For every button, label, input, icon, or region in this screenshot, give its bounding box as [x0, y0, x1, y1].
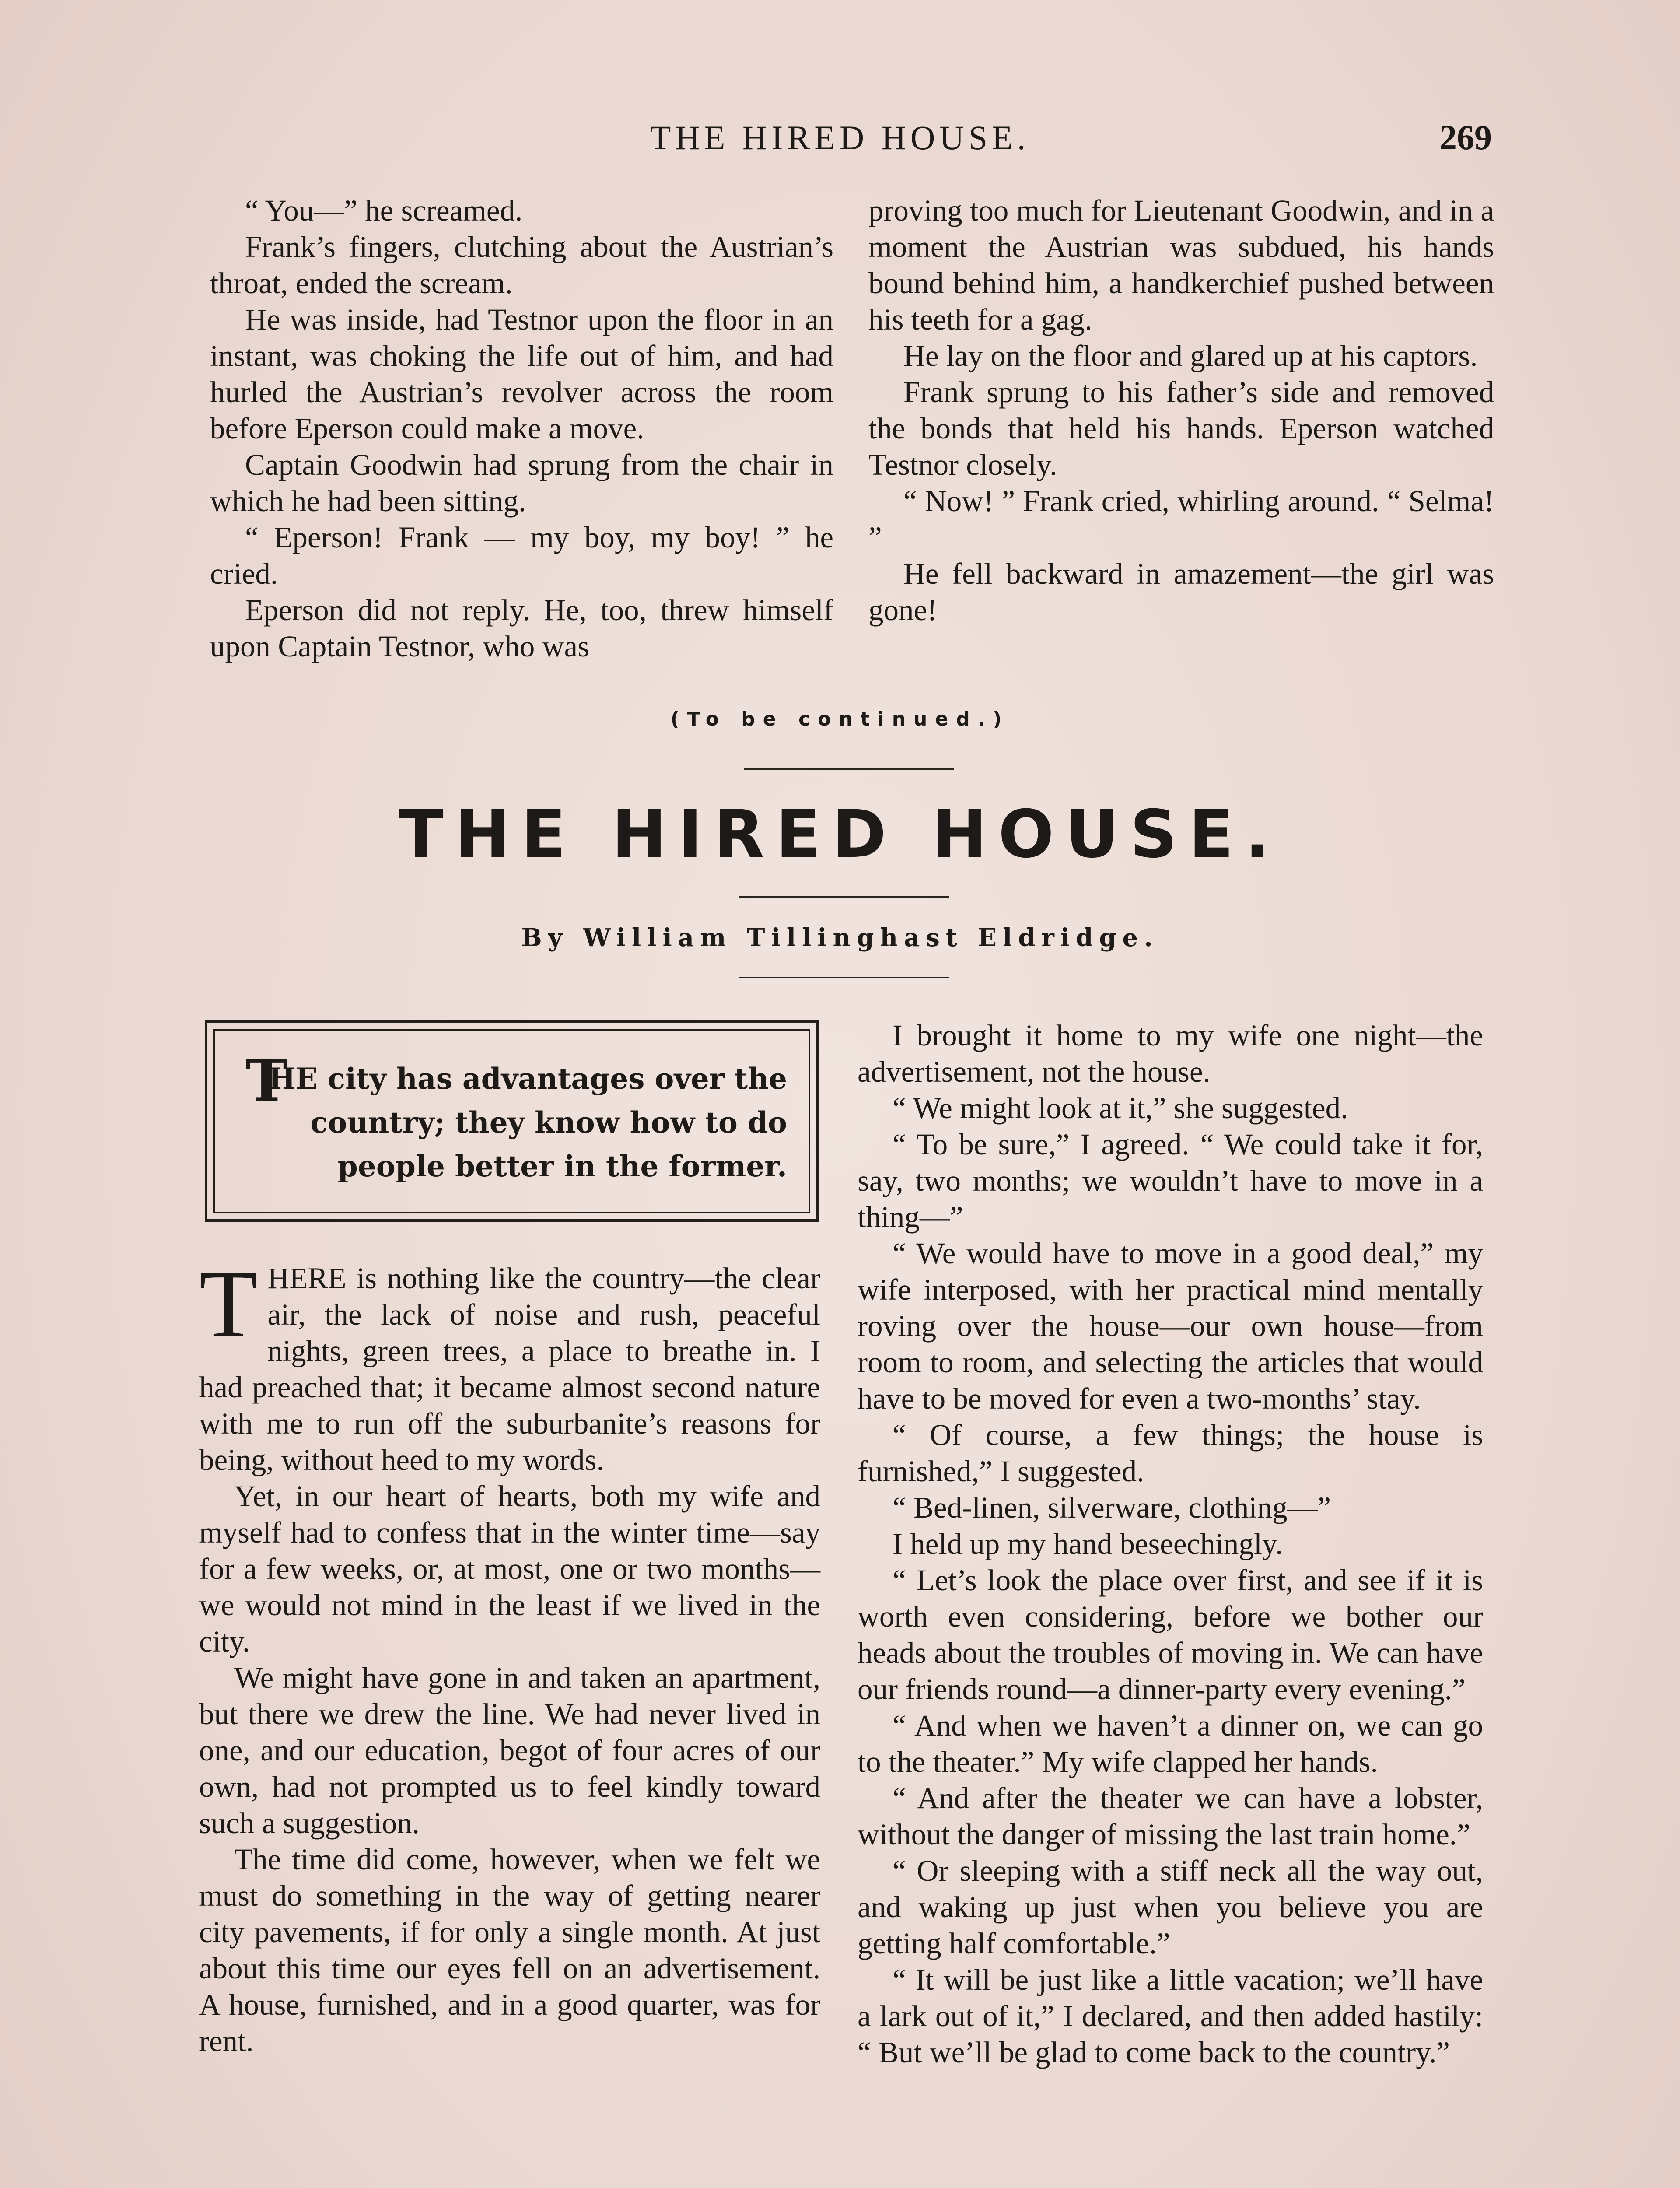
paragraph: “ Let’s look the place over first, and see if it is worth even considering, before we bother our heads about the troubles of moving in. We can have our friends round—a dinner-party every evening.” [858, 1564, 1483, 1706]
dropcap: T [199, 1251, 258, 1357]
previous-story-right-column [868, 193, 1494, 628]
paragraph: Eperson did not reply. He, too, threw himself upon Captain Testnor, who was [210, 593, 833, 663]
paragraph: “ We would have to move in a good deal,” my wife interposed, with her practical mind mentally roving over the house—our own house—from room to room, and selecting the articles that would have to be moved for even a two-months’ stay. [858, 1237, 1483, 1415]
paragraph: We might have gone in and taken an apartment, but there we drew the line. We had never lived in one, and our education, begot of four acres of our own, had not prompted us to feel kindly toward such a suggestion. [199, 1661, 820, 1840]
pullquote-dropcap: T [245, 1047, 288, 1114]
paragraph: “ Bed-linen, silverware, clothing—” [892, 1491, 1331, 1524]
paragraph: The time did come, however, when we felt we must do something in the way of getting nearer city pavements, if for only a single month. At just about this time our eyes fell on an advertisement. A house, furnished, and in a good quarter, was for rent. [199, 1843, 820, 2058]
paragraph: I held up my hand beseechingly. [892, 1527, 1283, 1560]
paragraph: Frank sprung to his father’s side and removed the bonds that held his hands. Eperson watched Testnor closely. [868, 375, 1494, 481]
paragraph: “ You—” he screamed. [245, 194, 523, 227]
paragraph: He was inside, had Testnor upon the floor in an instant, was choking the life out of him, and had hurled the Austrian’s revolver across the room before Eperson could make a move. [210, 303, 833, 445]
story-title: THE HIRED HOUSE. [399, 796, 1281, 873]
paragraph: He fell backward in amazement—the girl was gone! [868, 557, 1494, 627]
paragraph: “ And after the theater we can have a lobster, without the danger of missing the last train home.” [858, 1781, 1483, 1851]
previous-story-left-column [210, 193, 833, 665]
paragraph: I brought it home to my wife one night—the advertisement, not the house. [858, 1019, 1483, 1088]
paragraph: proving too much for Lieutenant Goodwin, and in a moment the Austrian was subdued, his hands bound behind him, a handkerchief pushed between his teeth for a gag. [868, 194, 1494, 336]
paragraph: “ Or sleeping with a stiff neck all the way out, and waking up just when you believe you are getting half comfortable.” [858, 1854, 1483, 1960]
paragraph: “ And when we haven’t a dinner on, we can go to the theater.” My wife clapped her hands. [858, 1709, 1483, 1778]
divider [739, 977, 949, 978]
divider [744, 768, 954, 770]
paragraph: “ To be sure,” I agreed. “ We could take it for, say, two months; we wouldn’t have to move in a thing—” [858, 1128, 1483, 1234]
paragraph: “ It will be just like a little vacation; we’ll have a lark out of it,” I declared, and then added hastily: “ But we’ll be glad to come back to the country.” [858, 1963, 1483, 2069]
paragraph: “ Of course, a few things; the house is furnished,” I suggested. [858, 1418, 1483, 1488]
paragraph: “ Now! ” Frank cried, whirling around. “ Selma! ” [868, 484, 1494, 554]
story-left-column [199, 1251, 820, 2059]
to-be-continued: (To be continued.) [670, 708, 1010, 730]
paragraph: Yet, in our heart of hearts, both my wife and myself had to confess that in the winter time—say for a few weeks, or, at most, one or two months—we would not mind in the least if we lived in the city. [199, 1480, 820, 1658]
pullquote-box [205, 1020, 819, 1222]
story-right-column [858, 1017, 1483, 2071]
paragraph: Captain Goodwin had sprung from the chair in which he had been sitting. [210, 448, 833, 518]
paragraph: Frank’s fingers, clutching about the Austrian’s throat, ended the scream. [210, 230, 833, 300]
paragraph: “ We might look at it,” she suggested. [892, 1091, 1348, 1125]
running-title: THE HIRED HOUSE. [650, 119, 1030, 157]
paragraph-text: HERE is nothing like the country—the clear air, the lack of noise and rush, peaceful nights, green trees, a place to breathe in. I had preached that; it became almost second nature with me to run off the suburbanite’s reasons for being, without heed to my words. [199, 1262, 820, 1476]
page-number: 269 [1439, 119, 1492, 157]
opening-paragraph [199, 1251, 820, 1478]
divider [739, 896, 949, 898]
byline: By William Tillinghast Eldridge. [521, 923, 1159, 952]
pullquote-text: HE city has advantages over the country; they know how to do people better in the former. [268, 1062, 787, 1183]
paragraph: “ Eperson! Frank — my boy, my boy! ” he cried. [210, 521, 833, 590]
paragraph: He lay on the floor and glared up at his captors. [903, 339, 1478, 372]
